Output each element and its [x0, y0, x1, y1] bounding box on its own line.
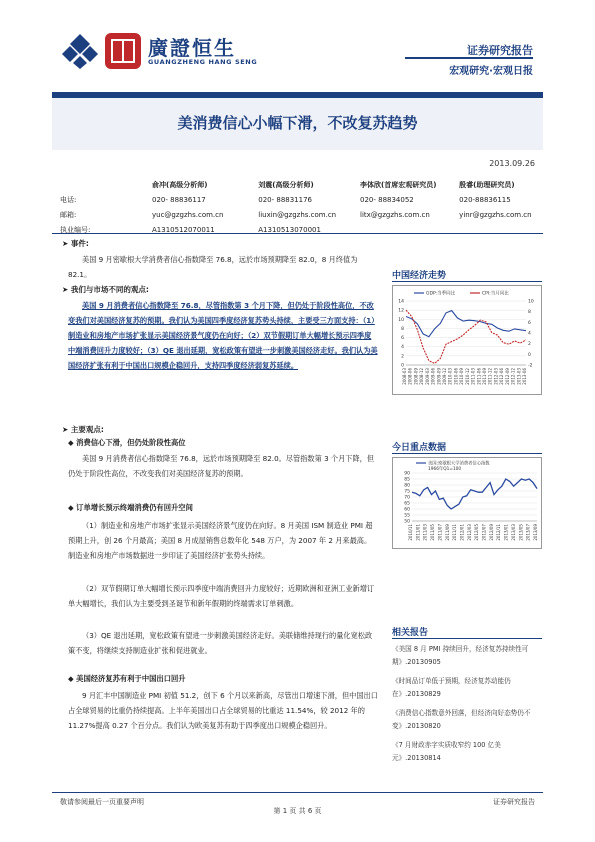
x-tick-label: 2008-12: [419, 368, 425, 385]
analyst-email[interactable]: litx@gzgzhs.com.cn: [360, 210, 430, 219]
related-report-link[interactable]: 《消费信心指数意外回落，但经济向好态势仍不变》.20130820: [392, 709, 531, 730]
related-report-link[interactable]: 《美国 8 月 PMI 持续回升，经济复苏持续性可期》.20130905: [392, 645, 529, 666]
x-tick-label: 2008-06: [407, 368, 413, 385]
x-tick-label: 2008-09: [413, 368, 419, 385]
consumer-sentiment-chart: [392, 457, 542, 549]
x-tick-label: 2009-09: [436, 368, 442, 385]
x-tick-label: 2013-03: [516, 368, 522, 385]
analyst-name-row: [60, 177, 540, 192]
china-economy-chart: [392, 285, 542, 395]
y-left-tick-label: 0: [401, 363, 404, 369]
analyst-email[interactable]: liuxin@gzgzhs.com.cn: [258, 210, 337, 219]
legend-label: 美国:密歇根大学消费者信心指数: [428, 461, 490, 467]
sub2-heading: ◆ 订单增长预示终端消费仍有回升空间: [68, 503, 193, 512]
x-tick-label: 2013/01: [503, 524, 509, 541]
x-tick-label: 2012/01: [459, 524, 465, 541]
analyst-email[interactable]: yinr@gzgzhs.com.cn: [459, 210, 532, 219]
report-date: 2013.09.26: [489, 159, 535, 168]
y-tick-label: 55: [404, 513, 410, 519]
related-title-rule: [392, 638, 542, 639]
y-left-tick-label: 12: [398, 308, 404, 314]
x-tick-label: 2012/05: [474, 524, 480, 541]
diamond-bullet-icon: ◆: [68, 438, 77, 447]
x-tick-label: 2011/05: [430, 524, 436, 541]
x-tick-label: 2011/09: [444, 524, 450, 541]
seal-logo-icon: [104, 32, 142, 70]
y-tick-label: 60: [404, 507, 410, 513]
y-left-tick-label: 4: [401, 345, 404, 351]
y-right-tick-label: 8: [528, 310, 531, 316]
diamond-logo-icon: [60, 32, 100, 70]
x-tick-label: 2012-09: [504, 368, 510, 385]
x-tick-label: 2009-06: [430, 368, 436, 385]
logo-en-text: GUANGZHENG HANG SENG: [148, 58, 258, 66]
related-title: 相关报告: [392, 628, 429, 638]
analyst-phone: 020- 88834052: [360, 195, 414, 204]
y-right-tick-label: 0: [528, 352, 531, 358]
x-tick-label: 2011-12: [487, 368, 493, 385]
footer-rule: [52, 792, 543, 793]
phone-label: 电话:: [60, 195, 77, 204]
x-tick-label: 2012/11: [496, 524, 502, 541]
y-right-tick-label: 10: [528, 299, 534, 305]
footer-right-label: 证券研究报告: [493, 798, 535, 806]
sub3-heading: ◆ 美国经济复苏有利于中国出口回升: [68, 674, 186, 683]
y-right-tick-label: 4: [528, 331, 531, 337]
analyst-id: A1310512070011: [152, 225, 215, 234]
analyst-divider: [52, 233, 543, 234]
x-tick-label: 2011-03: [470, 368, 476, 385]
y-tick-label: 70: [404, 495, 410, 501]
header-blue-line: [405, 57, 533, 59]
footer-disclaimer[interactable]: 敬请参阅最后一页重要声明: [60, 798, 144, 806]
x-tick-label: 2013/03: [510, 524, 516, 541]
x-tick-label: 2012/09: [488, 524, 494, 541]
footer-page-number: 第 1 页 共 6 页: [273, 807, 322, 815]
analyst-phone: 020- 88831176: [258, 195, 312, 204]
x-tick-label: 2009-03: [424, 368, 430, 385]
legend-label: CPI:当月同比: [482, 291, 509, 297]
report-subtype: 宏观研究·宏观日报: [449, 66, 533, 77]
analyst-phone: 020-88836115: [459, 195, 511, 204]
x-tick-label: 2013-06: [522, 368, 527, 385]
x-tick-label: 2012-06: [499, 368, 505, 385]
series-note: 1966年Q1=100: [428, 467, 462, 472]
sub2-para3: （3）QE 退出延期，宽松政策有望进一步刺激美国经济走好。美联储维持现行的量化宽松政策不变，将继续支持制造业扩张和促进就业。: [68, 631, 373, 655]
view-heading: ➤ 我们与市场不同的观点:: [62, 285, 149, 294]
y-right-tick-label: 2: [528, 342, 531, 348]
event-text: 美国 9 月密歇根大学消费者信心指数降至 76.8，远於市场预期降至 82.0，8 月终值为 82.1。: [68, 255, 358, 279]
event-heading: ➤ 事件:: [62, 239, 89, 248]
analyst-id-row: [60, 222, 540, 237]
legend-label: GDP:当季同比: [426, 291, 456, 297]
related-report-link[interactable]: 《时间品订单低于预期，经济复苏动能仍在》.20130829: [392, 677, 511, 698]
arrow-bullet-icon: ➤: [62, 425, 71, 434]
email-label: 邮箱:: [60, 210, 77, 219]
x-tick-label: 2012-03: [493, 368, 499, 385]
y-tick-label: 75: [404, 489, 410, 495]
analyst-id: A1310513070001: [258, 225, 321, 234]
sub1-text: 美国 9 月消费者信心指数降至 76.8，远於市场预期降至 82.0。尽管指数第 3 个月下降，但仍处于阶段性高位，不改变我们对美国经济复苏的预期。: [68, 454, 375, 478]
y-left-tick-label: 10: [398, 317, 404, 323]
x-tick-label: 2008-03: [402, 368, 407, 385]
x-tick-label: 2011-09: [482, 368, 487, 385]
diamond-bullet-icon: ◆: [68, 674, 77, 683]
analyst-phone-row: [60, 192, 540, 207]
related-list: [392, 643, 542, 771]
y-left-tick-label: 2: [401, 354, 404, 360]
chart2-title: 今日重点数据: [392, 443, 447, 453]
y-tick-label: 80: [404, 483, 410, 489]
report-type: 证券研究报告: [467, 44, 533, 57]
x-tick-label: 2010-03: [447, 368, 453, 385]
x-tick-label: 2012/07: [481, 524, 487, 541]
chart2-title-rule: [392, 453, 542, 454]
arrow-bullet-icon: ➤: [62, 285, 71, 294]
x-tick-label: 2010-12: [464, 368, 470, 385]
y-left-tick-label: 6: [401, 336, 404, 342]
y-tick-label: 50: [404, 519, 410, 525]
y-tick-label: 90: [404, 471, 410, 477]
x-tick-label: 2011/11: [452, 524, 458, 541]
id-label: 执业编号:: [60, 225, 91, 234]
x-tick-label: 2010-09: [459, 368, 465, 385]
y-right-tick-label: 6: [528, 320, 531, 326]
x-tick-label: 2012-12: [510, 368, 516, 385]
analyst-email-row: [60, 207, 540, 222]
logo-cn-text: 廣證恒生: [148, 36, 236, 60]
x-tick-label: 2011-06: [476, 368, 482, 385]
sub2-para1: （1）制造业和房地产市场扩张显示美国经济景气度仍在向好。8 月美国 ISM 制造业 PMI 超预期上升，创 26 个月最高；美国 8 月成屋销售总数年化 548 万户，为 2007 年 2 月来最高。制造业和房地产市场数据进一步印证了美国经济扩张势头持续。: [68, 521, 373, 560]
x-tick-label: 2011/03: [422, 524, 428, 541]
analyst-id: [346, 222, 445, 237]
x-tick-label: 2013/07: [525, 524, 531, 541]
page-title: 美消费信心小幅下滑，不改复苏趋势: [177, 114, 418, 132]
x-tick-label: 2013/05: [518, 524, 524, 541]
analyst-name: 俞冲(高级分析师): [152, 180, 208, 189]
y-left-tick-label: 8: [401, 326, 404, 332]
analyst-email[interactable]: yuc@gzgzhs.com.cn: [152, 210, 224, 219]
sub1-heading: ◆ 消费信心下滑，但仍处阶段性高位: [68, 438, 186, 447]
analyst-name: 刘震(高级分析师): [258, 180, 314, 189]
x-tick-label: 2011/01: [415, 524, 421, 541]
y-right-tick-label: -2: [528, 363, 533, 369]
view-text: 美国 9 月消费者信心指数降至 76.8，尽管指数第 3 个月下降，但仍处于阶段性高位，不改变我们对美国经济复苏的预期。我们认为美国四季度经济复苏势头持续，主要受三方面支持：（1）制造业和房地产市场扩张显示美国经济景气度仍在向好；（2）双节假期订单大幅增长预示四季度中端消费回升力度较好；（3）QE 退出延期，宽松政策有望进一步刺激美国经济走好。我们认为美国经济扩张有利于中国出口规模企稳回升，支持四季度经济弱复苏延续。: [68, 301, 378, 370]
sub2-para2: （2）双节假期订单大幅增长预示四季度中端消费回升力度较好；近期欧洲和亚洲工业新增订单大幅增长，我们认为主要受到圣诞节和新年假期的终端需求订单刺激。: [68, 584, 375, 608]
y-tick-label: 65: [404, 501, 410, 507]
x-tick-label: 2010-06: [453, 368, 459, 385]
analyst-phone: 020- 88836117: [152, 195, 206, 204]
content-heading: ➤ 主要观点:: [62, 425, 104, 434]
analyst-name: 殷睿(助理研究员): [459, 180, 515, 189]
diamond-bullet-icon: ◆: [68, 503, 77, 512]
x-tick-label: 2013/09: [533, 524, 538, 541]
logo-block: [60, 30, 280, 72]
y-tick-label: 85: [404, 477, 410, 483]
analyst-id: [445, 222, 540, 237]
arrow-bullet-icon: ➤: [62, 239, 71, 248]
x-tick-label: 2009-12: [442, 368, 447, 385]
analyst-name: 李体欣(首席宏观研究员): [360, 180, 437, 189]
x-tick-label: 2011/07: [437, 524, 443, 541]
chart1-title: 中国经济走势: [392, 271, 447, 281]
related-report-link[interactable]: 《7 月财政赤字实质收窄约 100 亿美元》.20130814: [392, 741, 501, 762]
y-left-tick-label: 14: [398, 299, 404, 305]
chart1-title-rule: [392, 281, 542, 282]
x-tick-label: 2012/03: [466, 524, 472, 541]
sub3-text: 9 月汇丰中国制造业 PMI 初值 51.2，创下 6 个月以来新高，尽管出口增速下滑，但中国出口占全球贸易的比重仍持续提高。上半年美国出口占全球贸易的比重达 11.54%，较 2012 年的 11.27%提高 0.27 个百分点。我们认为欧美复苏有助于四季度出口规模企稳回升。: [68, 691, 378, 730]
analyst-table: [60, 177, 540, 237]
x-tick-label: 2010/11: [408, 524, 413, 541]
